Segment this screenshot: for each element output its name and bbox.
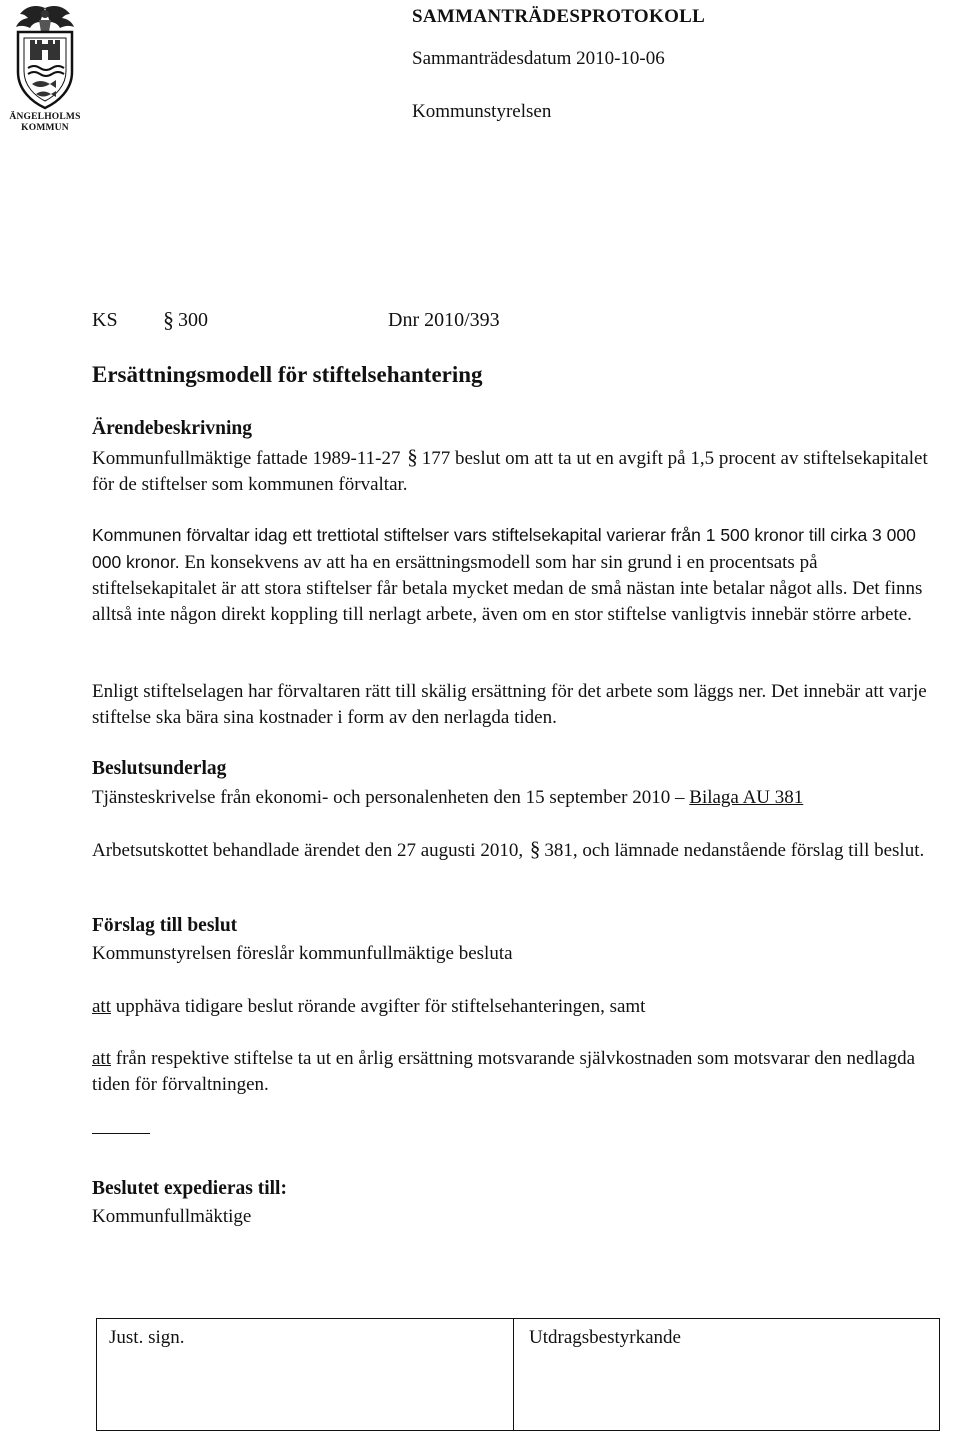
p-au-section-symbol: § <box>529 837 541 861</box>
heading-expedieras: Beslutet expedieras till: <box>92 1178 287 1199</box>
angelholm-coat-of-arms-icon <box>6 2 84 112</box>
p1-text-after: 177 beslut om att ta ut en avgift på 1,5 procent av stiftelsekapitalet för de stiftelser som kommunen förvaltar. <box>92 448 928 495</box>
logo-text-line1: ÄNGELHOLMS <box>9 112 81 122</box>
forslag-intro: Kommunstyrelsen föreslår kommunfullmäktige besluta <box>92 943 513 964</box>
coat-of-arms-logo <box>6 2 84 134</box>
committee-name: Kommunstyrelsen <box>412 101 552 122</box>
heading-arendebeskrivning: Ärendebeskrivning <box>92 418 252 439</box>
p2-sans-text: Kommunen förvaltar idag ett trettiotal stiftelser vars stiftelsekapital varierar från 1 500 kronor till cirka 3 000 000 kronor. <box>92 525 916 572</box>
case-title: Ersättningsmodell för stiftelsehantering <box>92 362 483 387</box>
dnr-number: Dnr 2010/393 <box>388 309 500 331</box>
paragraph-current-model <box>92 522 944 628</box>
logo-text-line2: KOMMUN <box>21 123 69 133</box>
utdragsbestyrkande-label: Utdragsbestyrkande <box>529 1327 681 1348</box>
att-word-2: att <box>92 1048 111 1069</box>
p2-serif-text: En konsekvens av att ha en ersättningsmodell som har sin grund i en procentsats på stiftelsekapitalet är att stora stiftelser får betala mycket medan de små nästan inte betalar något alls. Det finns alltså inte någon direkt koppling till nerlagt arbete, även om en stor stiftelse vanligtvis innebär större arbete. <box>92 552 923 625</box>
heading-beslutsunderlag: Beslutsunderlag <box>92 758 227 779</box>
case-prefix: KS <box>92 309 118 331</box>
signature-divider <box>513 1319 514 1430</box>
meeting-date: Sammanträdesdatum 2010-10-06 <box>412 48 665 69</box>
just-sign-label: Just. sign. <box>109 1327 185 1348</box>
expedieras-recipient: Kommunfullmäktige <box>92 1206 252 1227</box>
bilaga-link[interactable]: Bilaga AU 381 <box>689 787 804 808</box>
forslag-item-2 <box>92 1046 944 1098</box>
att-word-1: att <box>92 996 111 1017</box>
p-au-after: 381, och lämnade nedanstående förslag till beslut. <box>544 840 925 861</box>
p1-section-symbol: § <box>407 445 418 469</box>
forslag-item-1 <box>92 994 944 1020</box>
heading-forslag: Förslag till beslut <box>92 915 238 936</box>
p1-text-before: Kommunfullmäktige fattade 1989-11-27 <box>92 448 401 469</box>
section-symbol: § <box>163 307 174 332</box>
protocol-title: SAMMANTRÄDESPROTOKOLL <box>412 6 706 27</box>
paragraph-arbetsutskottet <box>92 836 944 864</box>
case-reference <box>92 309 792 337</box>
forslag-item-1-text: upphäva tidigare beslut rörande avgifter för stiftelsehanteringen, samt <box>111 996 646 1017</box>
paragraph-law: Enligt stiftelselagen har förvaltaren rätt till skälig ersättning för det arbete som läggs ner. Det innebär att varje stiftelse ska bära sina kostnader i form av den nerlagda tiden. <box>92 681 927 728</box>
section-number: 300 <box>178 309 208 331</box>
signature-box <box>96 1318 940 1431</box>
underlag-document-line <box>92 785 944 811</box>
paragraph-background <box>92 444 944 498</box>
forslag-item-2-text: från respektive stiftelse ta ut en årlig ersättning motsvarande självkostnaden som motsvarar den nedlagda tiden för förvaltningen. <box>92 1048 916 1095</box>
separator-line <box>92 1133 150 1134</box>
p-au-before: Arbetsutskottet behandlade ärendet den 27 augusti 2010, <box>92 840 524 861</box>
underlag-document-text: Tjänsteskrivelse från ekonomi- och personalenheten den 15 september 2010 – <box>92 787 690 808</box>
